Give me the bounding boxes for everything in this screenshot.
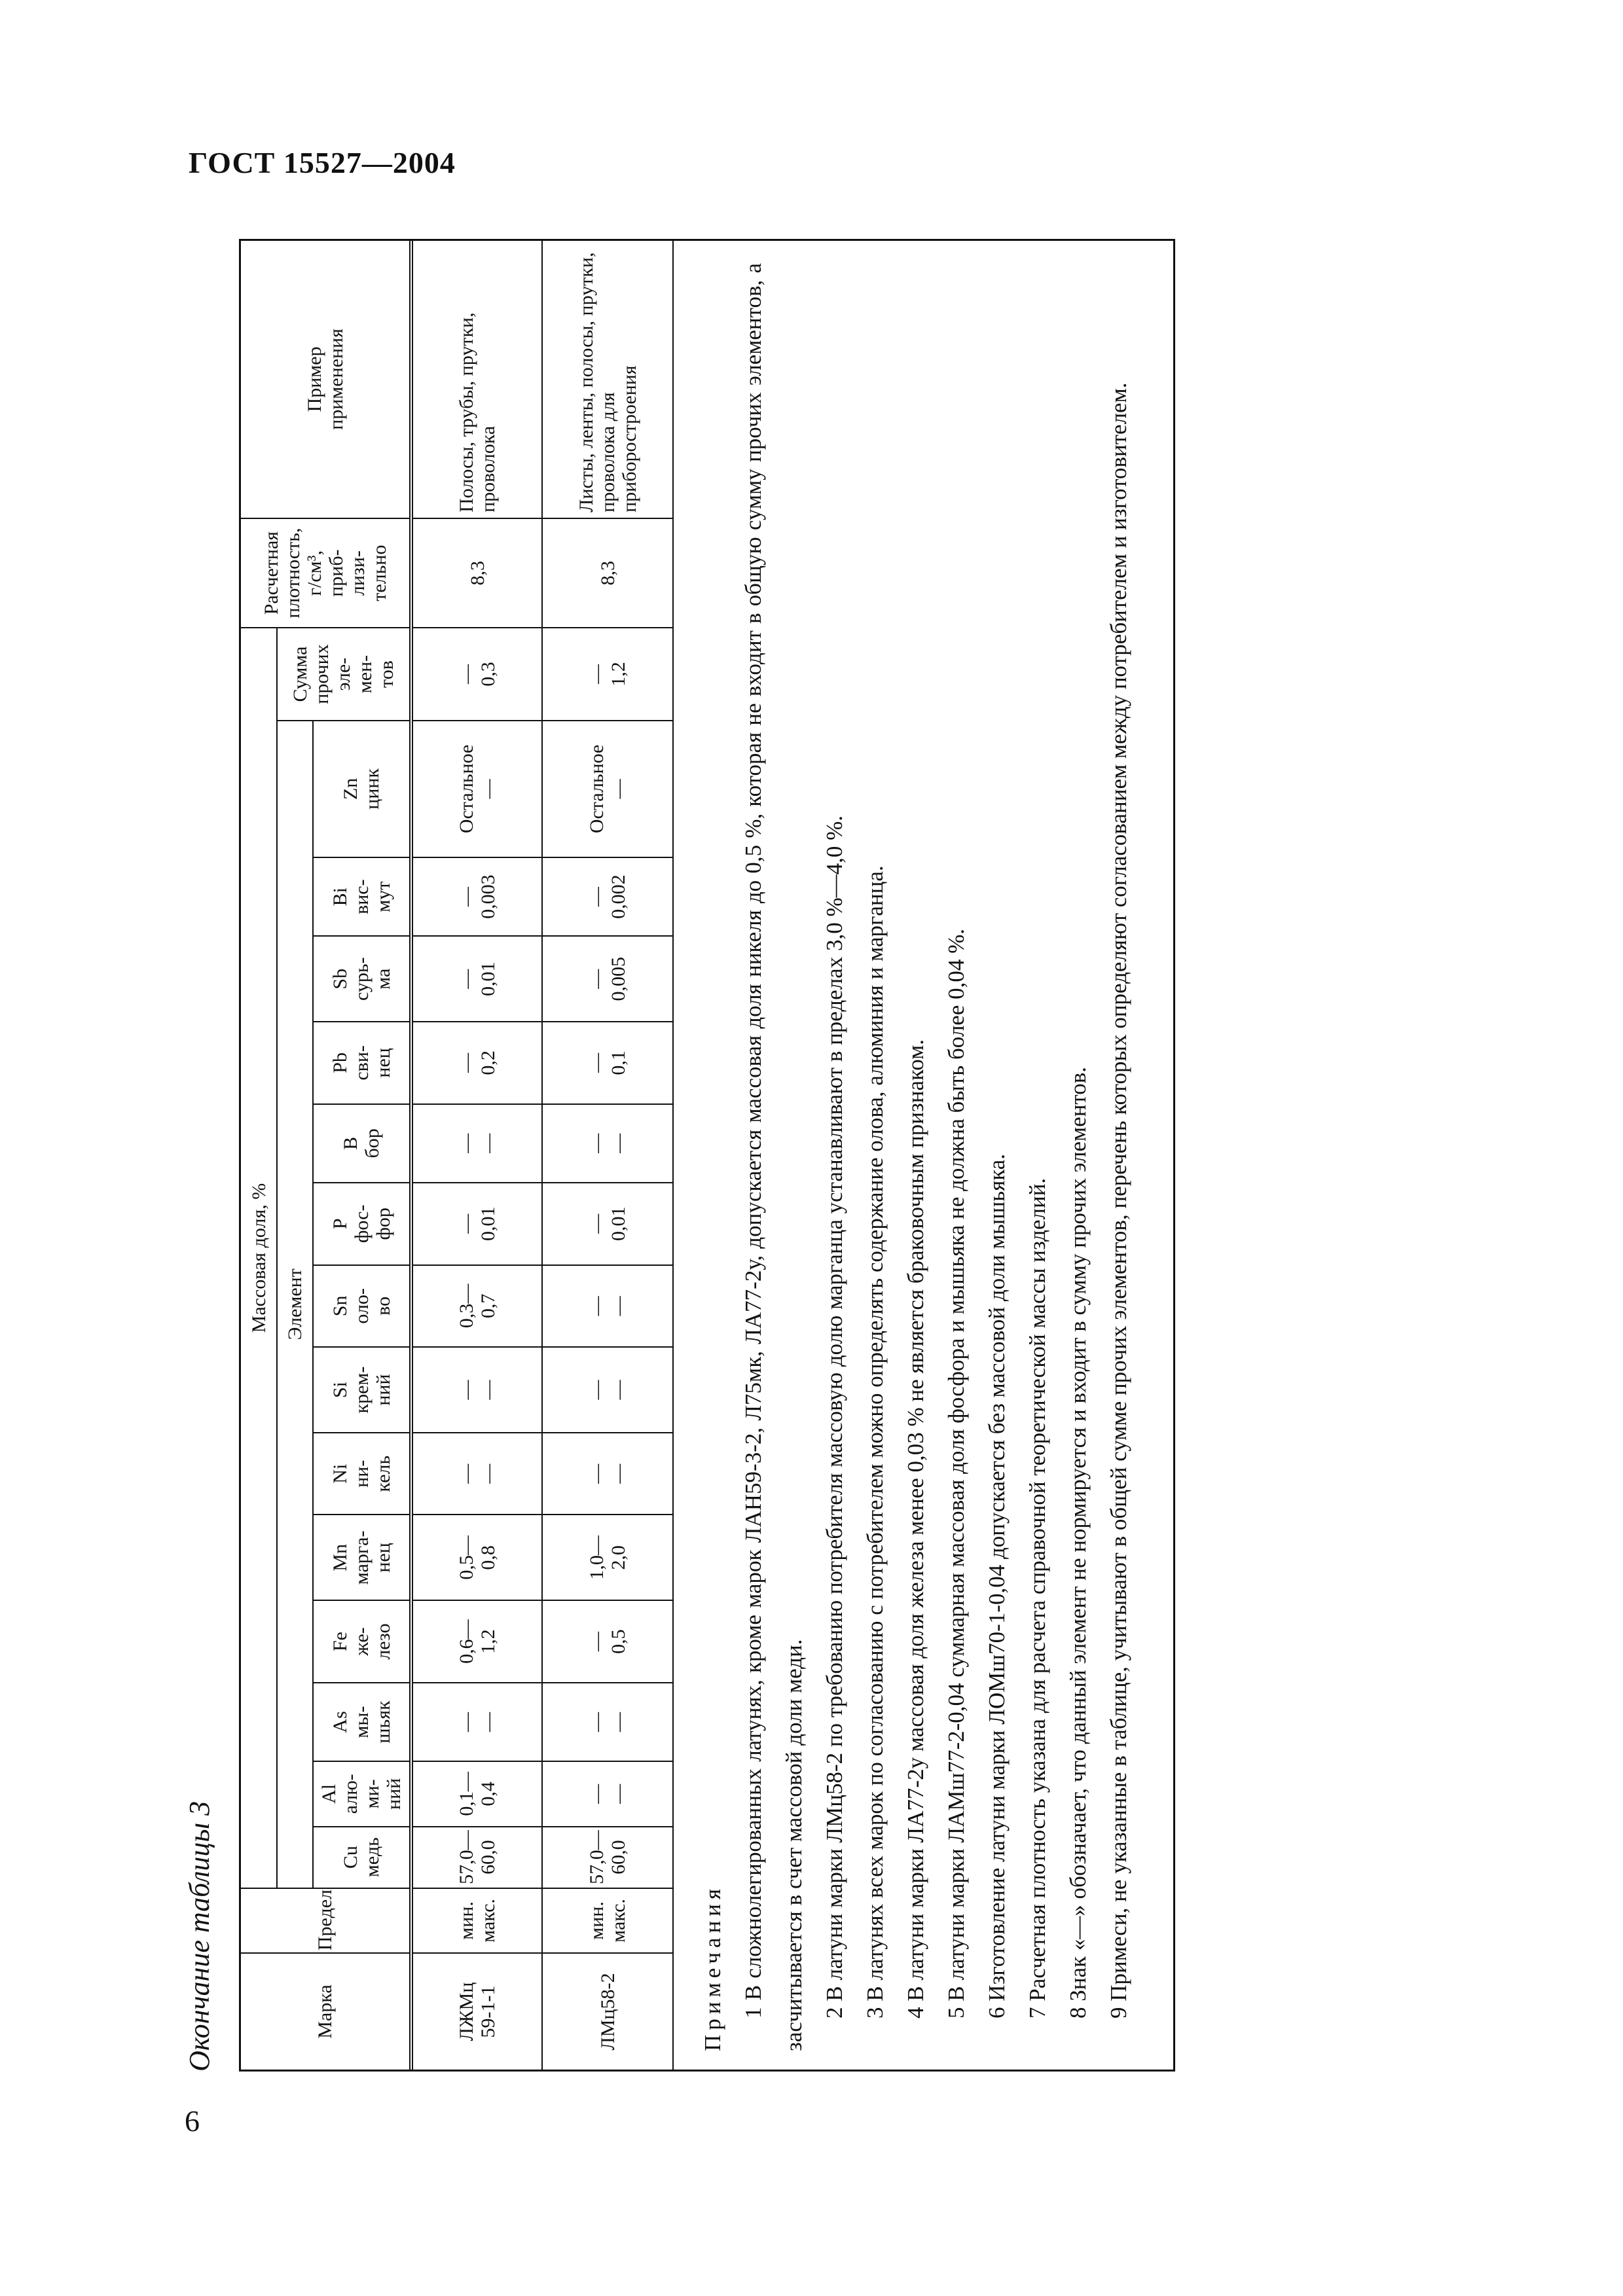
cell-as: — — xyxy=(542,1683,673,1761)
cell-sb: — 0,01 xyxy=(411,936,542,1022)
cell-ni: — — xyxy=(542,1433,673,1515)
notes-section xyxy=(693,263,1139,2051)
cell-cu: 57,0— 60,0 xyxy=(411,1827,542,1888)
cell-si: — — xyxy=(411,1347,542,1433)
cell-sb: — 0,005 xyxy=(542,936,673,1022)
cell-mn: 1,0— 2,0 xyxy=(542,1515,673,1600)
note-item: 4 В латуни марки ЛА77-2у массовая доля железа менее 0,03 % не является браковочным признаком. xyxy=(903,1039,928,2018)
header-element-zn: Zn цинк xyxy=(313,721,411,857)
table-row xyxy=(411,241,542,2070)
document-header: ГОСТ 15527—2004 xyxy=(189,146,456,179)
header-element-sn: Sn оло- во xyxy=(313,1265,411,1348)
cell-si: — — xyxy=(542,1347,673,1433)
cell-bi: — 0,003 xyxy=(411,857,542,936)
cell-others-sum: — 1,2 xyxy=(542,628,673,720)
cell-al: — — xyxy=(542,1761,673,1826)
cell-p: — 0,01 xyxy=(542,1183,673,1265)
cell-mn: 0,5— 0,8 xyxy=(411,1515,542,1600)
cell-as: — — xyxy=(411,1683,542,1761)
note-item: 8 Знак «—» обозначает, что данный элемент не нормируется и входит в сумму прочих элементов. xyxy=(1065,1066,1091,2018)
cell-sn: 0,3— 0,7 xyxy=(411,1265,542,1348)
cell-p: — 0,01 xyxy=(411,1183,542,1265)
cell-others-sum: — 0,3 xyxy=(411,628,542,720)
header-mass-fraction: Массовая доля, % xyxy=(241,628,277,1888)
table-frame xyxy=(239,239,1175,2072)
note-item: 2 В латуни марки ЛМц58-2 по требованию потребителя массовую долю марганца устанавливают в пределах 3,0 %—4,0 %. xyxy=(822,815,847,2018)
cell-fe: — 0,5 xyxy=(542,1600,673,1683)
table-row xyxy=(542,241,673,2070)
header-density: Расчетная плотность, г/см³, приб- лизи- тельно xyxy=(241,518,411,628)
cell-application: Полосы, трубы, прутки, проволока xyxy=(411,241,542,518)
header-element-as: As мы- шьяк xyxy=(313,1683,411,1761)
row-limits: мин. макс. xyxy=(542,1888,673,1953)
header-element-ni: Ni ни- кель xyxy=(313,1433,411,1515)
note-item: 3 В латунях всех марок по согласованию с потребителем можно определять содержание олова, алюминия и марганца. xyxy=(862,865,888,2018)
header-element-bi: Bi вис- мут xyxy=(313,857,411,936)
cell-pb: — 0,2 xyxy=(411,1022,542,1104)
cell-bi: — 0,002 xyxy=(542,857,673,936)
header-predel: Предел xyxy=(241,1888,411,1953)
note-item: 9 Примеси, не указанные в таблице, учитывают в общей сумме прочих элементов, перечень которых определяют согласованием между потребителем и изготовителем. xyxy=(1106,382,1131,2018)
header-element-al: Al алю- ми- ний xyxy=(313,1761,411,1826)
cell-b: — — xyxy=(411,1104,542,1183)
cell-application: Листы, ленты, полосы, прутки, проволока для приборостроения xyxy=(542,241,673,518)
cell-b: — — xyxy=(542,1104,673,1183)
row-limits: мин. макс. xyxy=(411,1888,542,1953)
notes-title: Примечания xyxy=(700,1884,725,2051)
row-marka: ЛЖМц 59-1-1 xyxy=(411,1953,542,2070)
header-element: Элемент xyxy=(277,721,313,1888)
cell-density: 8,3 xyxy=(542,518,673,628)
table-caption: Окончание таблицы 3 xyxy=(183,1801,215,2072)
composition-table xyxy=(241,241,674,2070)
header-element-si: Si крем- ний xyxy=(313,1347,411,1433)
cell-zn: Остальное — xyxy=(411,721,542,857)
header-element-mn: Mn марга- нец xyxy=(313,1515,411,1600)
header-element-p: P фос- фор xyxy=(313,1183,411,1265)
header-element-cu: Cu медь xyxy=(313,1827,411,1888)
header-element-sb: Sb сурь- ма xyxy=(313,936,411,1022)
cell-density: 8,3 xyxy=(411,518,542,628)
header-element-fe: Fe же- лезо xyxy=(313,1600,411,1683)
cell-al: 0,1— 0,4 xyxy=(411,1761,542,1826)
note-item: 5 В латуни марки ЛАМш77-2-0,04 суммарная массовая доля фосфора и мышьяка не должна быть более 0,04 %. xyxy=(943,928,969,2018)
header-element-pb: Pb сви- нец xyxy=(313,1022,411,1104)
cell-cu: 57,0— 60,0 xyxy=(542,1827,673,1888)
header-element-b: B бор xyxy=(313,1104,411,1183)
page-number: 6 xyxy=(185,2104,200,2138)
row-marka: ЛМц58-2 xyxy=(542,1953,673,2070)
note-item: 6 Изготовление латуни марки ЛОМш70-1-0,04 допускается без массовой доли мышьяка. xyxy=(984,1153,1010,2018)
cell-sn: — — xyxy=(542,1265,673,1348)
note-item: 1 В сложнолегированных латунях, кроме марок ЛАН59-3-2, Л75мк, ЛА77-2у, допускается массовая доля никеля до 0,5 %, которая не входит в общую сумму прочих элементов, а засчитывается в счет массовой доли меди. xyxy=(740,263,807,2051)
cell-fe: 0,6— 1,2 xyxy=(411,1600,542,1683)
header-others-sum: Сумма прочих эле- мен- тов xyxy=(277,628,411,720)
cell-zn: Остальное — xyxy=(542,721,673,857)
rotated-table-block xyxy=(173,239,1175,2072)
header-marka: Марка xyxy=(241,1953,411,2070)
note-item: 7 Расчетная плотность указана для расчета справочной теоретической массы изделий. xyxy=(1025,1177,1050,2018)
cell-pb: — 0,1 xyxy=(542,1022,673,1104)
cell-ni: — — xyxy=(411,1433,542,1515)
header-application: Пример применения xyxy=(241,241,411,518)
